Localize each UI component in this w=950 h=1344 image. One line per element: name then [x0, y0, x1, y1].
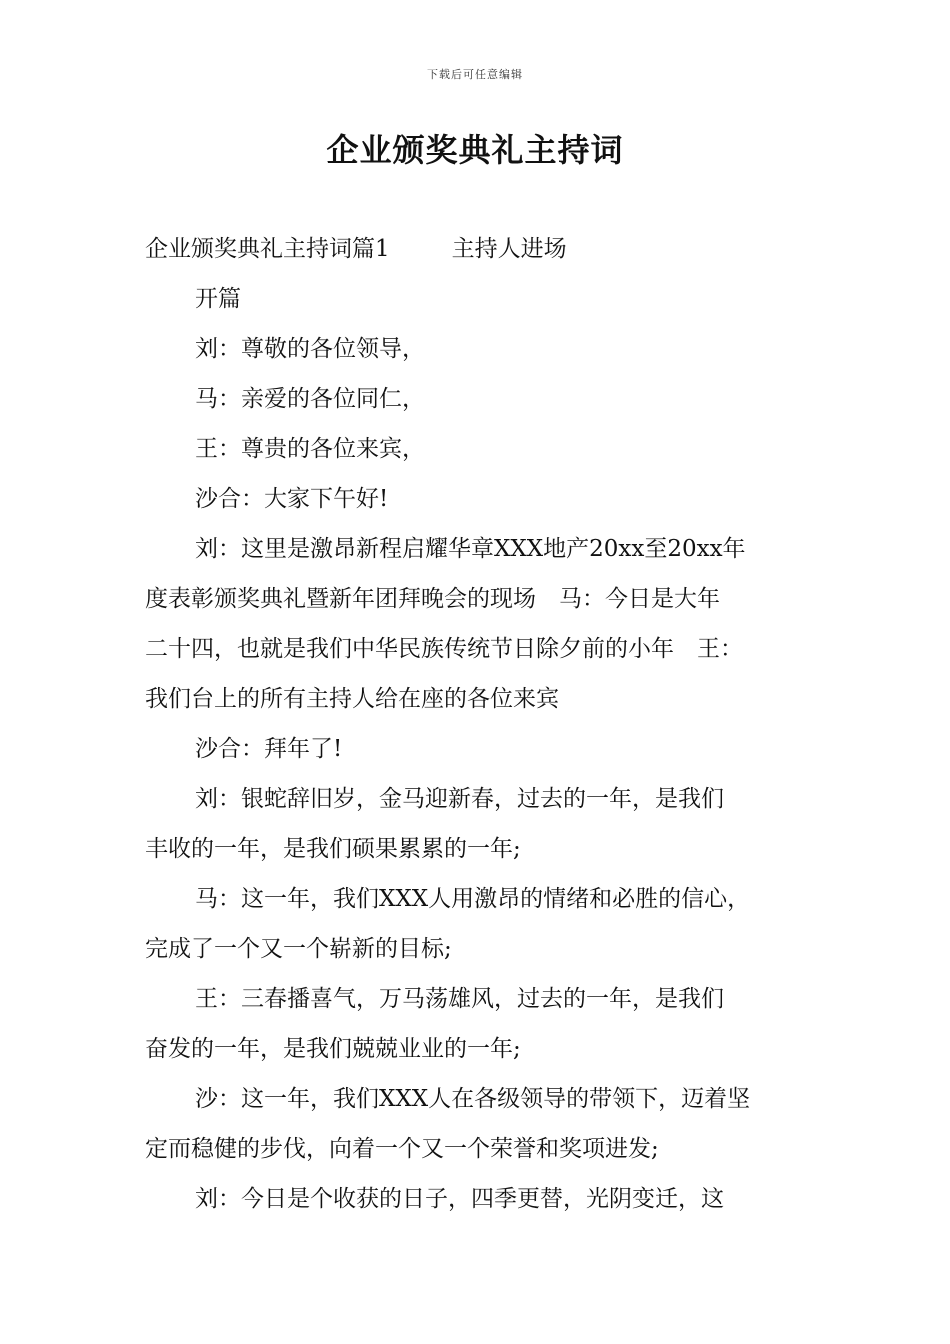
paragraph-4-line-2: 奋发的一年，是我们兢兢业业的一年;: [145, 1036, 521, 1062]
paragraph-6-line-1: 刘：今日是个收获的日子，四季更替，光阴变迁，这: [195, 1186, 724, 1212]
line-sha-greeting: 沙合：大家下午好!: [195, 486, 389, 512]
line-ma-greeting: 马：亲爱的各位同仁，: [195, 386, 425, 412]
line-opening: 开篇: [195, 286, 241, 312]
section-heading-line: [145, 224, 810, 274]
paragraph-2-line-2: 丰收的一年，是我们硕果累累的一年;: [145, 836, 521, 862]
header-note: 下载后可任意编辑: [427, 68, 523, 81]
document-title: 企业颁奖典礼主持词: [326, 131, 624, 169]
line-sha-new-year: 沙合：拜年了!: [195, 736, 343, 762]
paragraph-1-line-2: 度表彰颁奖典礼暨新年团拜晚会的现场 马：今日是大年: [145, 586, 720, 612]
section-heading: 企业颁奖典礼主持词篇1: [145, 236, 390, 262]
paragraph-1-line-3: 二十四，也就是我们中华民族传统节日除夕前的小年 王：: [145, 636, 743, 662]
line-wang-greeting: 王：尊贵的各位来宾，: [195, 436, 425, 462]
paragraph-1-line-4: 我们台上的所有主持人给在座的各位来宾: [145, 686, 559, 712]
line-liu-greeting: 刘：尊敬的各位领导，: [195, 336, 425, 362]
paragraph-5-line-1: 沙：这一年，我们XXX人在各级领导的带领下，迈着坚: [195, 1086, 751, 1112]
paragraph-2-line-1: 刘：银蛇辞旧岁，金马迎新春，过去的一年，是我们: [195, 786, 724, 812]
document-body: [145, 224, 810, 1224]
paragraph-3-line-2: 完成了一个又一个崭新的目标;: [145, 936, 452, 962]
section-subheading: 主持人进场: [451, 236, 567, 262]
paragraph-1-line-1: 刘：这里是激昂新程启耀华章XXX地产20xx至20xx年: [195, 536, 746, 562]
paragraph-5-line-2: 定而稳健的步伐，向着一个又一个荣誉和奖项进发;: [145, 1136, 659, 1162]
paragraph-3-line-1: 马：这一年，我们XXX人用激昂的情绪和必胜的信心，: [195, 886, 751, 912]
paragraph-4-line-1: 王：三春播喜气，万马荡雄风，过去的一年，是我们: [195, 986, 724, 1012]
